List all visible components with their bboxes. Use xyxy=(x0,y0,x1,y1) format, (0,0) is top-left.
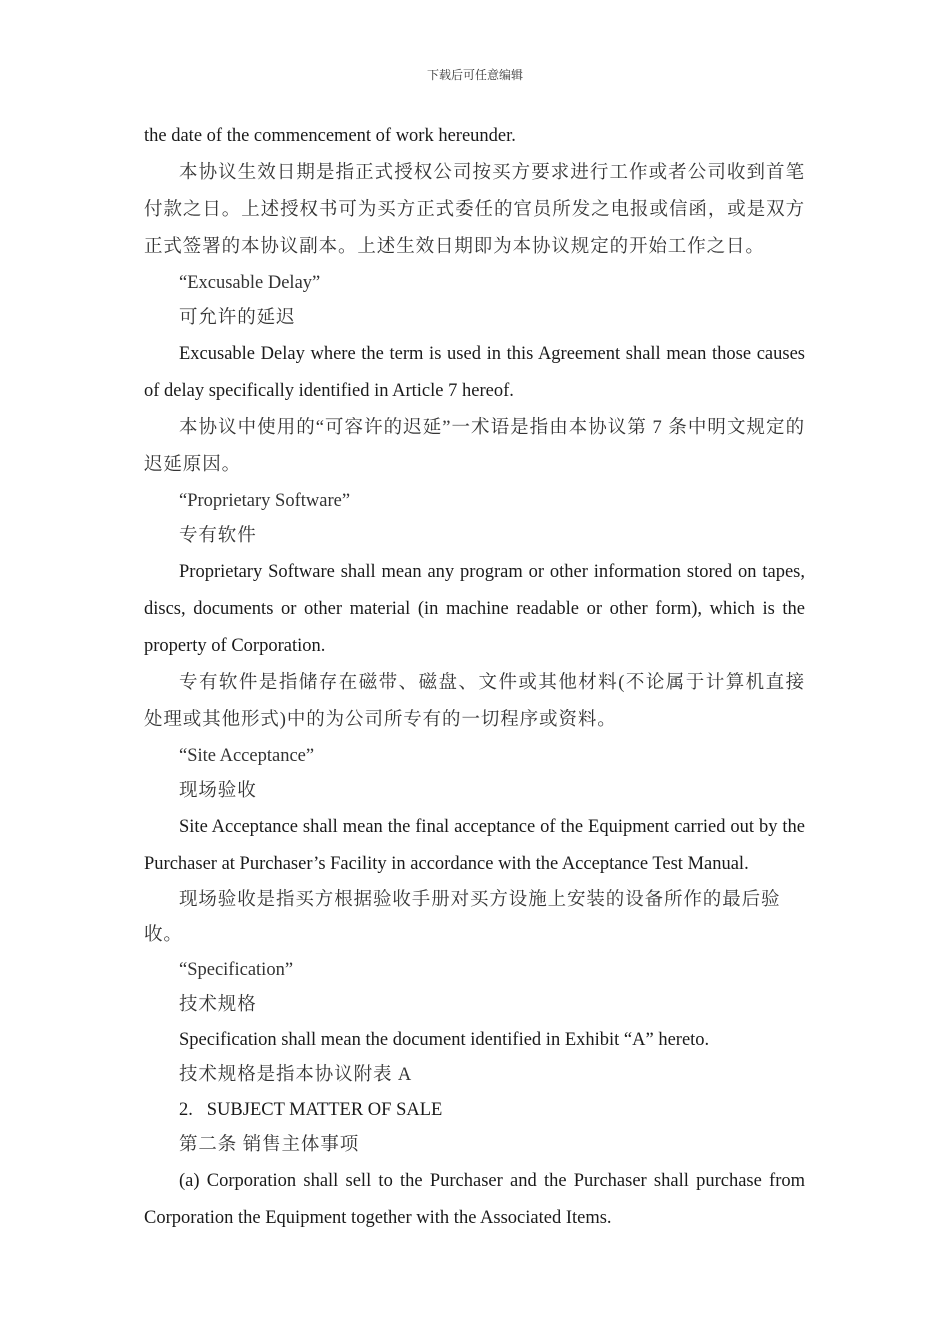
term-site-acceptance-zh: 现场验收 xyxy=(179,781,257,801)
effective-date-paragraph-zh: 本协议生效日期是指正式授权公司按买方要求进行工作或者公司收到首笔付款之日。上述授权书可为买方正式委任的官员所发之电报或信函，或是双方正式签署的本协议副本。上述生效日期即为本协议规定的开始工作之日。 xyxy=(144,163,805,257)
term-site-acceptance: “Site Acceptance” xyxy=(179,746,315,766)
proprietary-software-definition: Proprietary Software shall mean any program or other information stored on tapes, discs, documents or other material (in machine readable or other form), which is the property of Corporation. xyxy=(144,562,805,656)
term-specification: “Specification” xyxy=(179,960,294,980)
section-2-heading: 2. SUBJECT MATTER OF SALE xyxy=(179,1100,443,1120)
site-acceptance-definition: Site Acceptance shall mean the final acceptance of the Equipment carried out by the Purchaser at Purchaser’s Facility in accordance with the Acceptance Test Manual. xyxy=(144,817,805,874)
term-specification-zh: 技术规格 xyxy=(179,995,257,1015)
document-body xyxy=(144,118,805,1237)
page-header: 下载后可任意编辑 xyxy=(426,68,523,82)
site-acceptance-definition-zh: 现场验收是指买方根据验收手册对买方设施上安装的设备所作的最后验收。 xyxy=(144,890,781,945)
excusable-delay-definition: Excusable Delay where the term is used in this Agreement shall mean those causes of delay specifically identified in Article 7 hereof. xyxy=(144,344,805,401)
term-excusable-delay: “Excusable Delay” xyxy=(179,273,321,293)
specification-definition: Specification shall mean the document identified in Exhibit “A” hereto. xyxy=(179,1030,710,1050)
specification-definition-zh: 技术规格是指本协议附表 A xyxy=(179,1065,413,1085)
section-2-clause-a: (a) Corporation shall sell to the Purchaser and the Purchaser shall purchase from Corporation the Equipment together with the Associated Items. xyxy=(144,1171,805,1228)
term-proprietary-software-zh: 专有软件 xyxy=(179,526,257,546)
section-2-heading-zh: 第二条 销售主体事项 xyxy=(179,1135,360,1155)
term-excusable-delay-zh: 可允许的延迟 xyxy=(179,308,296,328)
excusable-delay-definition-zh: 本协议中使用的“可容许的迟延”一术语是指由本协议第 7 条中明文规定的迟延原因。 xyxy=(144,418,805,475)
paragraph-continuation: the date of the commencement of work hereunder. xyxy=(144,126,516,146)
proprietary-software-definition-zh: 专有软件是指储存在磁带、磁盘、文件或其他材料(不论属于计算机直接处理或其他形式)中的为公司所专有的一切程序或资料。 xyxy=(144,673,805,730)
term-proprietary-software: “Proprietary Software” xyxy=(179,491,351,511)
